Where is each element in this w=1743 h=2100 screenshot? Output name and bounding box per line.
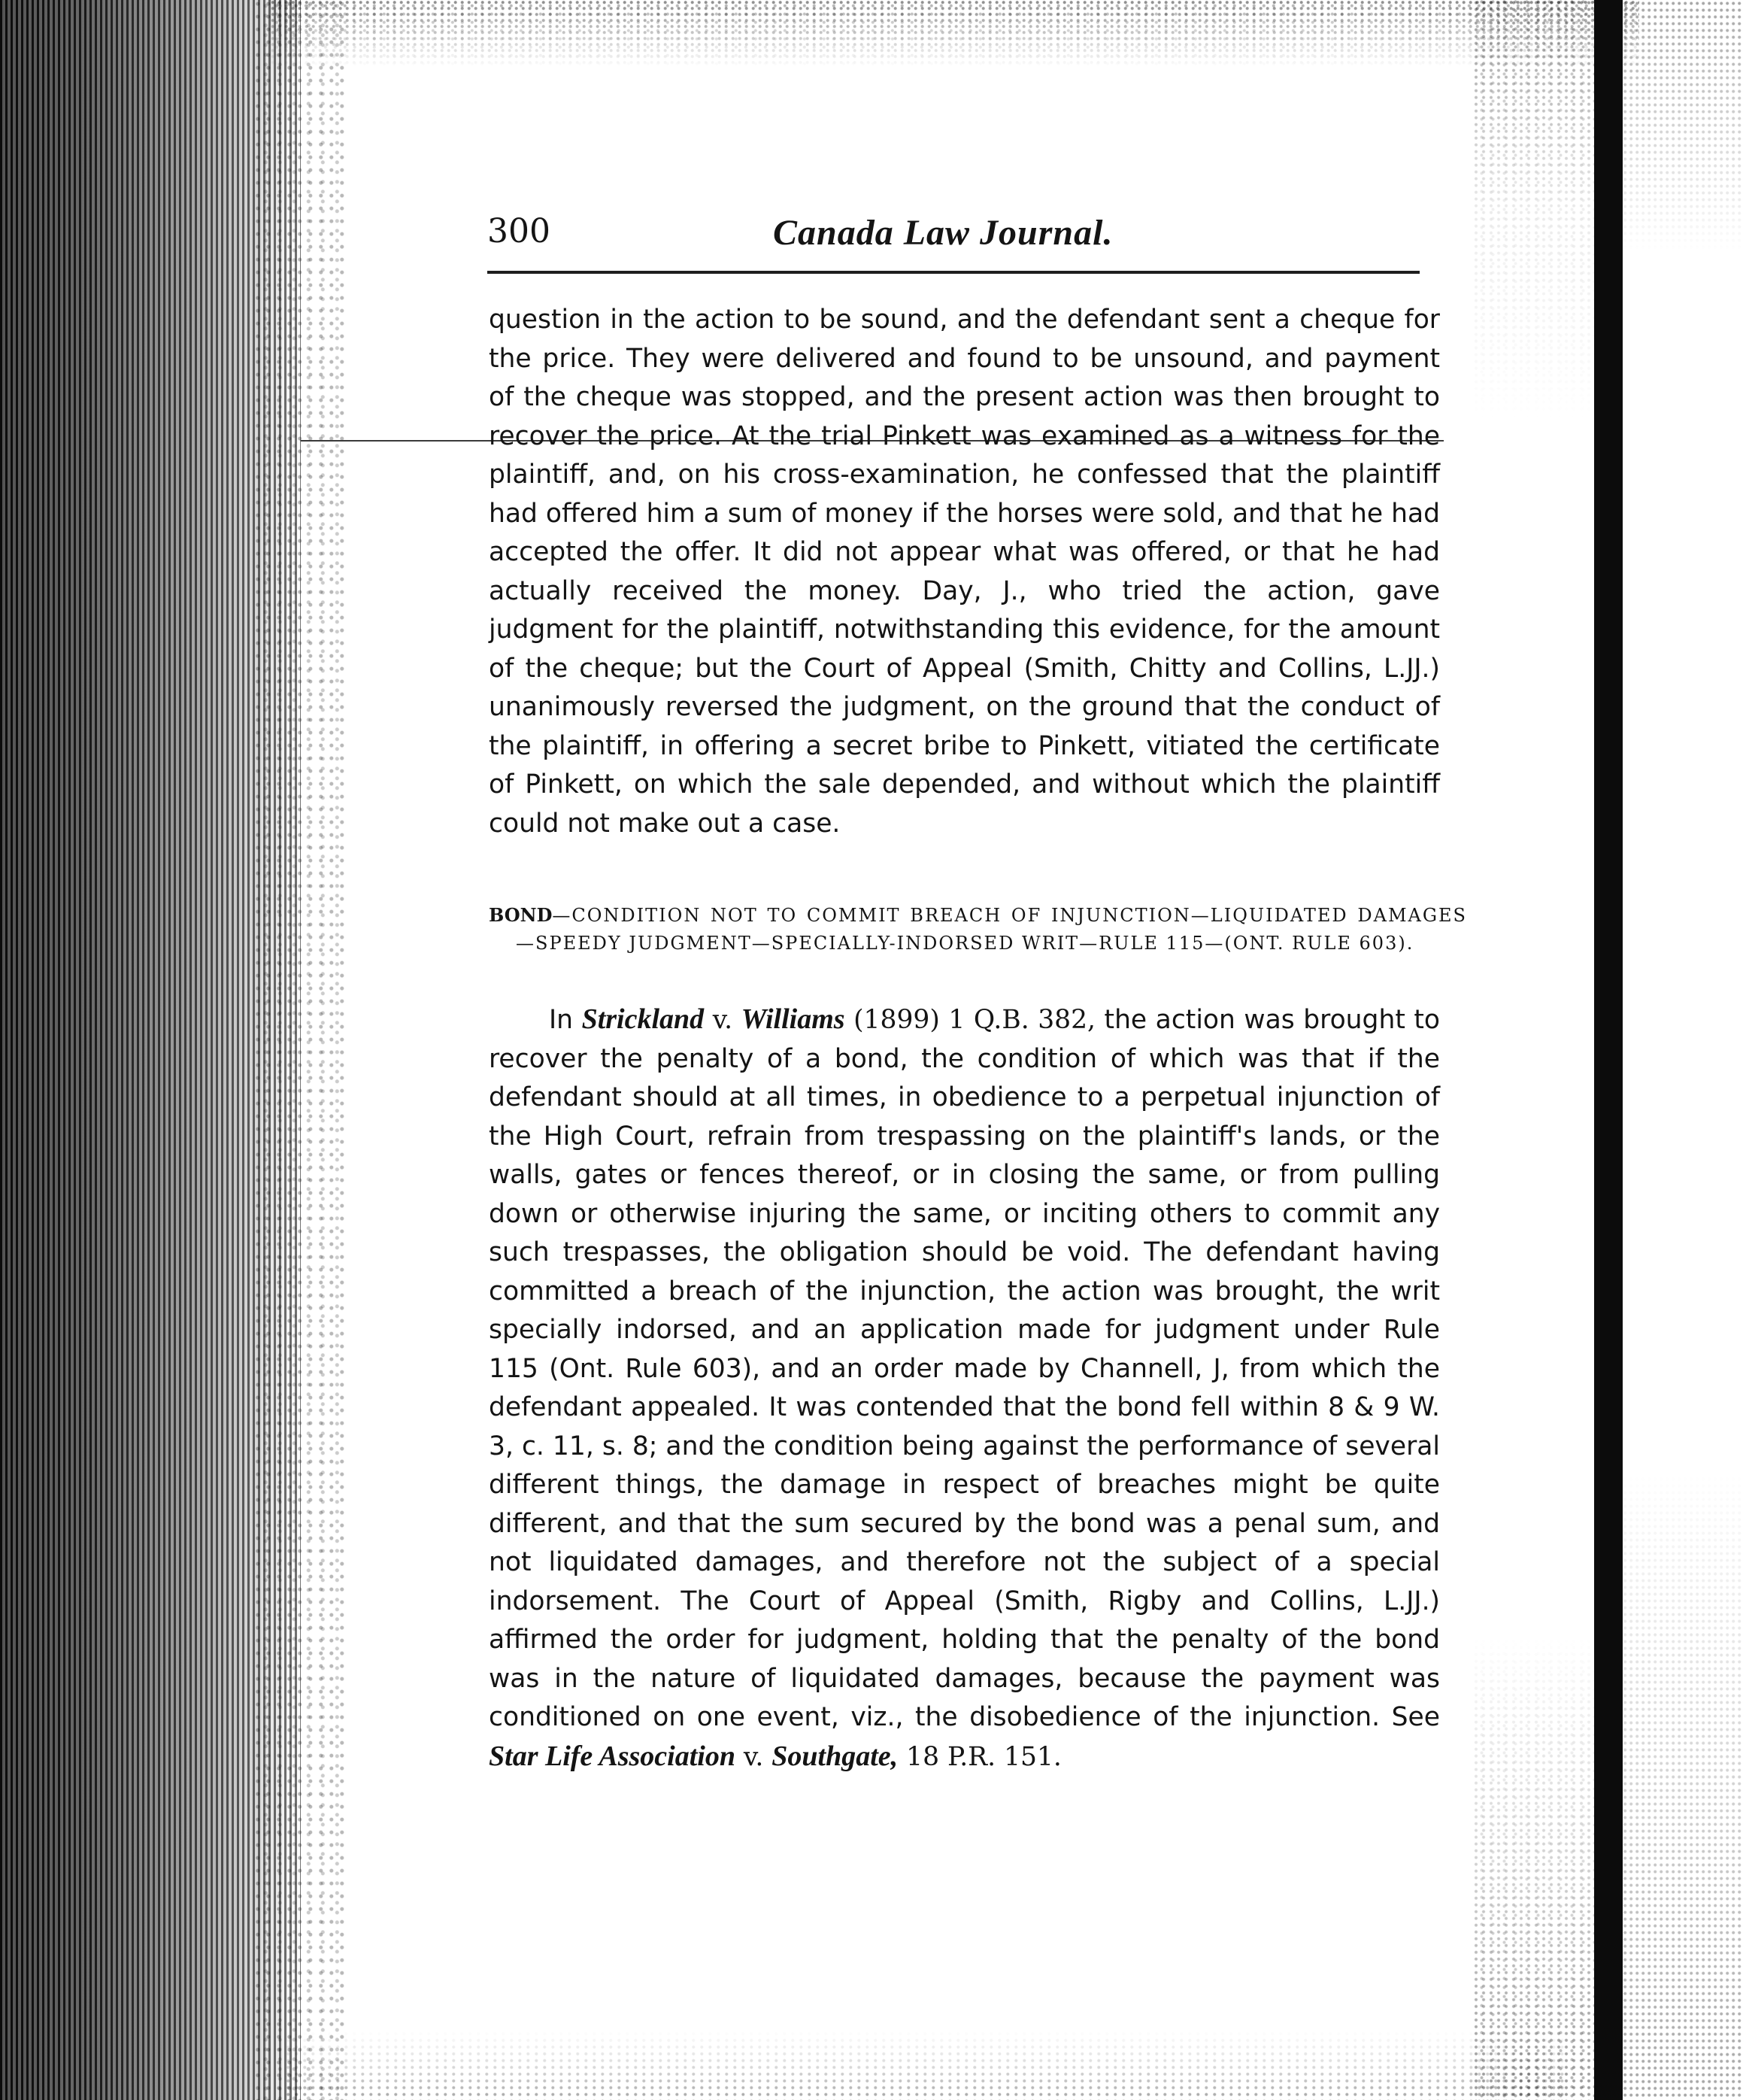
running-header	[487, 212, 1420, 257]
versus: v.	[704, 1005, 741, 1035]
journal-title: Canada Law Journal.	[773, 213, 1114, 253]
scan-binding-noise	[256, 0, 346, 2100]
scan-top-noise	[271, 0, 1639, 68]
section-heading-text: —CONDITION NOT TO COMMIT BREACH OF INJUNCTION—LIQUIDATED DAMAGES—SPEEDY JUDGMENT—SPECIALLY-INDORSED WRIT—RULE 115—(ONT. RULE 603).	[516, 905, 1467, 954]
scan-bottom-noise	[286, 2031, 1564, 2100]
page-number: 300	[487, 212, 550, 250]
scan-right-margin-noise	[1623, 0, 1743, 2100]
paragraph-opening: In	[549, 1005, 582, 1035]
continued-paragraph	[489, 301, 1440, 843]
paragraph-text: question in the action to be sound, and the defendant sent a cheque for the price. They were delivered and found to be unsound, and payment of the cheque was stopped, and the present action was then brought to recover the price. At the trial Pinkett was examined as a witness for the plaintiff, and, on his cross-examination, he confessed that the plaintiff had offered him a sum of money if the horses were sold, and that he had accepted the offer. It did not appear what was offered, or that he had actually received the money. Day, J., who tried the action, gave judgment for the plaintiff, notwithstanding this evidence, for the amount of the cheque; but the Court of Appeal (Smith, Chitty and Collins, L.JJ.) unanimously reversed the judgment, on the ground that the conduct of the plaintiff, in offering a secret bribe to Pinkett, vitiated the certificate of Pinkett, on which the sale depended, and without which the plaintiff could not make out a case.	[489, 305, 1440, 839]
case-paragraph	[489, 1000, 1440, 1777]
case-name: Strickland	[581, 1003, 705, 1035]
versus: v.	[735, 1741, 772, 1772]
citation: (1899) 1 Q.B. 382,	[844, 1005, 1096, 1035]
section-heading-lead: BOND	[489, 904, 553, 926]
case-name: Williams	[741, 1003, 845, 1035]
scan-right-noise	[1474, 0, 1594, 2100]
citation: 18 P.R. 151.	[898, 1741, 1062, 1772]
header-rule	[487, 271, 1420, 274]
section-heading	[489, 901, 1467, 957]
case-name: Star Life Association	[489, 1740, 735, 1772]
case-name: Southgate,	[771, 1740, 899, 1772]
scan-right-edge-bar	[1594, 0, 1623, 2100]
paragraph-text	[489, 1000, 1440, 1777]
paragraph-body: the action was brought to recover the penalty of a bond, the condition of which was that if the defendant should at all times, in obedience to a perpetual injunction of the High Court, refrain from trespassing on the plaintiff's lands, or the walls, gates or fences thereof, or in closing the same, or from pulling down or otherwise injuring the same, or inciting others to commit any such trespasses, the obligation should be void. The defendant having committed a breach of the injunction, the action was brought, the writ specially indorsed, and an application made for judgment under Rule 115 (Ont. Rule 603), and an order made by Channell, J, from which the defendant appealed. It was contended that the bond fell within 8 & 9 W. 3, c. 11, s. 8; and the condition being against the performance of several different things, the damage in respect of breaches might be quite different, and that the sum secured by the bond was a penal sum, and not liquidated damages, and therefore not the subject of a special indorsement. The Court of Appeal (Smith, Rigby and Collins, L.JJ.) affirmed the order for judgment, holding that the penalty of the bond was in the nature of liquidated damages, because the payment was conditioned on one event, viz., the disobedience of the injunction. See	[489, 1005, 1441, 1732]
